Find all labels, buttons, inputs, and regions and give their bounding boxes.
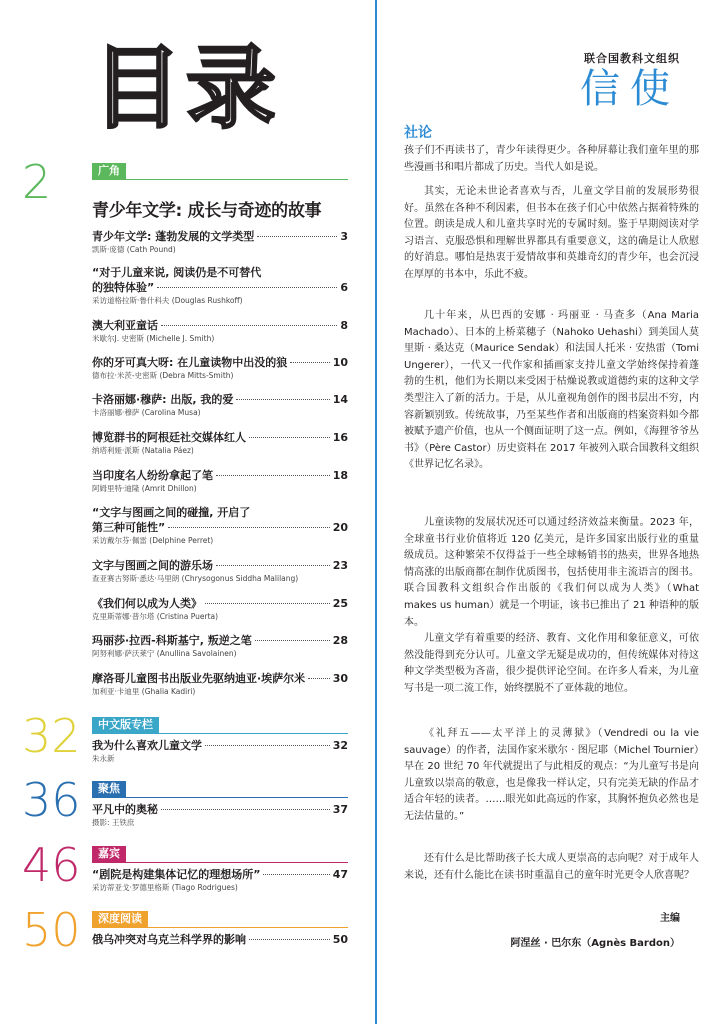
editorial-column: [377, 0, 724, 1024]
leader-dots: [263, 874, 329, 875]
entry-author: 纳塔利娅·派斯 (Natalia Páez): [92, 446, 194, 455]
section-divider: [92, 927, 348, 928]
section-divider: [92, 862, 348, 863]
entry-author: 加利亚·卡迪里 (Ghalia Kadiri): [92, 687, 196, 696]
toc-entry[interactable]: [92, 430, 348, 456]
entry-author: 查亚赛古努斯·悉达·马里朗 (Chrysogonus Siddha Malilang): [92, 574, 299, 583]
toc-entry[interactable]: [92, 392, 348, 418]
entry-author: 朱永新: [92, 754, 115, 763]
entry-author: 米歇尔J. 史密斯 (Michelle J. Smith): [92, 334, 215, 343]
entry-title-line1: “文字与图画之间的碰撞, 开启了: [92, 506, 251, 519]
toc-entry[interactable]: [92, 932, 348, 947]
toc-entry[interactable]: [92, 505, 348, 546]
entry-page: 37: [332, 803, 348, 816]
section-page-number: 46: [22, 838, 81, 892]
signature-name: 阿涅丝 · 巴尔东（Agnès Bardon）: [510, 938, 680, 949]
section-divider: [92, 797, 348, 798]
editorial-paragraph: 孩子们不再读书了，青少年读得更少。各种屏幕让我们童年里的那些漫画书和唱片都成了历史。当代人如是说。: [404, 145, 699, 173]
entry-author: 摄影: 王铁庶: [92, 818, 135, 827]
editorial-paragraph: 其实，无论未世论者喜欢与否，儿童文学目前的发展形势很好。虽然在各种不利因素，但书本在孩子们心中依然占据着特殊的位置。朗读是成人和儿童共享时光的专属时刻。鉴于早期阅读对学习语言、克服恐惧和理解世界都具有重要意义，这的确是让人欣慰的好消息。哪怕是热衷于爱情故事和英雄奇幻的青少年，也会沉浸在厚厚的书本中，乐此不疲。: [404, 186, 699, 280]
entry-title: 青少年文学: 蓬勃发展的文学类型: [92, 230, 255, 243]
entry-title: 俄乌冲突对乌克兰科学界的影响: [92, 933, 246, 946]
entry-author: 采访蒂亚戈·罗德里格斯 (Tiago Rodrigues): [92, 883, 238, 892]
entry-author: 德布拉·米茨-史密斯 (Debra Mitts-Smith): [92, 371, 234, 380]
leader-dots: [249, 939, 330, 940]
entry-title: 文字与图画之间的游乐场: [92, 559, 213, 572]
entry-title: 当印度名人纷纷拿起了笔: [92, 469, 213, 482]
entry-page: 10: [332, 356, 348, 369]
entry-author: 阿努利娜·萨沃莱宁 (Anullina Savolainen): [92, 649, 237, 658]
editorial-paragraph: 《礼拜五——太平洋上的灵薄狱》（Vendredi ou la vie sauvage）的作者，法国作家米歇尔 · 图尼耶（Michel Tournier）早在 20 世纪 70 年代就提出了与此相反的观点：“为儿童写书是向儿童致以崇高的敬意，也是像我一样认定，只有完美无缺的作品才适合年轻的读者。……眼光如此高远的作家，其胸怀抱负必然也是无法估量的。”: [404, 728, 699, 822]
section-page-number: 36: [22, 773, 81, 827]
leader-dots: [257, 236, 337, 237]
entry-title: 第三种可能性”: [92, 521, 166, 534]
entry-page: 32: [332, 739, 348, 752]
leader-dots: [205, 745, 330, 746]
entry-title: 《我们何以成为人类》: [92, 597, 202, 610]
toc-entry[interactable]: [92, 867, 348, 893]
entry-page: 16: [332, 431, 348, 444]
entry-author: 凯斯·庞德 (Cath Pound): [92, 245, 176, 254]
leader-dots: [205, 603, 330, 604]
editorial-paragraph: 儿童文学有着重要的经济、教育、文化作用和象征意义，可依然没能得到充分认可。儿童文学无疑是成功的，但传统媒体对待这种文学类型极为吝啬，很少提供评论空间。在许多人看来，为儿童写书是一项二流工作，始终摆脱不了亚体裁的地位。: [404, 633, 699, 694]
entry-page: 23: [332, 559, 348, 572]
entry-page: 25: [332, 597, 348, 610]
courier-title: 信使: [580, 66, 680, 112]
toc-entry[interactable]: [92, 738, 348, 764]
entry-title: 摩洛哥儿童图书出版业先驱纳迪亚·埃萨尔米: [92, 672, 306, 685]
signature-role: 主编: [660, 913, 680, 924]
leader-dots: [157, 287, 337, 288]
section-page-number: 2: [22, 155, 52, 209]
editorial-label: 社论: [404, 125, 432, 141]
entry-page: 50: [332, 933, 348, 946]
section-divider: [92, 179, 348, 180]
entry-title-line1: “对于儿童来说, 阅读仍是不可替代: [92, 266, 262, 279]
section-label: 聚焦: [92, 781, 126, 797]
section-label: 广角: [92, 163, 126, 179]
toc-title: 目录: [92, 36, 280, 141]
toc-entry[interactable]: [92, 355, 348, 381]
section-label: 嘉宾: [92, 846, 126, 862]
entry-page: 6: [340, 281, 348, 294]
entry-page: 28: [332, 634, 348, 647]
entry-page: 3: [340, 230, 348, 243]
section-divider: [92, 733, 348, 734]
section-label: 中文版专栏: [92, 717, 159, 733]
leader-dots: [236, 399, 329, 400]
toc-entry[interactable]: [92, 318, 348, 344]
section-label: 深度阅读: [92, 911, 148, 927]
org-name: 联合国教科文组织: [584, 52, 680, 65]
leader-dots: [168, 527, 329, 528]
entry-author: 卡洛丽娜·穆萨 (Carolina Musa): [92, 408, 201, 417]
leader-dots: [216, 475, 330, 476]
section-page-number: 32: [22, 709, 81, 763]
leader-dots: [255, 640, 330, 641]
entry-title: 我为什么喜欢儿童文学: [92, 739, 202, 752]
toc-entry[interactable]: [92, 229, 348, 255]
editorial-paragraph: 儿童读物的发展状况还可以通过经济效益来衡量。2023 年，全球童书行业价值将近 120 亿美元，是许多国家出版行业的重量级成员。这种繁荣不仅得益于一些全球畅销书的热卖，世界各地热情高涨的出版商都在制作优质图书，包括使用非主流语言的图书。联合国教科文组织合作出版的《我们何以成为人类》（What makes us human）就是一个明证，该书已推出了 21 种语种的版本。: [404, 517, 699, 628]
leader-dots: [216, 565, 330, 566]
toc-entry[interactable]: [92, 802, 348, 828]
entry-title: 的独特体验”: [92, 281, 155, 294]
entry-page: 14: [332, 393, 348, 406]
toc-entry[interactable]: [92, 468, 348, 494]
entry-author: 阿姆里特·迪隆 (Amrit Dhillon): [92, 484, 197, 493]
leader-dots: [161, 809, 330, 810]
entry-page: 8: [340, 319, 348, 332]
entry-title: 卡洛丽娜·穆萨: 出版, 我的爱: [92, 393, 234, 406]
lead-article-title: 青少年文学: 成长与奇迹的故事: [92, 201, 322, 221]
leader-dots: [161, 325, 337, 326]
entry-page: 30: [332, 672, 348, 685]
toc-entry[interactable]: [92, 596, 348, 622]
editorial-paragraph: 几十年来，从巴西的安娜 · 玛丽亚 · 马查多（Ana Maria Machado）、日本的上桥菜穗子（Nahoko Uehashi）到美国人莫里斯 · 桑达克（Maurice Sendak）和法国人托米 · 安热雷（Tomi Ungerer），一代又一代作家和插画家支持儿童文学始终保持着蓬勃的生机，他们为长期以来受困于枯燥说教或道德约束的这种文学类型注入了新的活力。于是，从儿童视角创作的图书层出不穷，内容新颖别致。传统故事，乃至某些作者和出版商的档案资料如今都被赋予遗产价值，也从一个侧面证明了这一点。例如，《海狸爷爷丛书》（Père Castor）历史资料在 2017 年被列入联合国教科文组织《世界记忆名录》。: [404, 310, 699, 471]
leader-dots: [249, 437, 330, 438]
entry-title: 澳大利亚童话: [92, 319, 158, 332]
entry-author: 克里斯蒂娜·普尔塔 (Cristina Puerta): [92, 612, 219, 621]
toc-entry[interactable]: [92, 558, 348, 584]
editorial-paragraph: 还有什么是比帮助孩子长大成人更崇高的志向呢？对于成年人来说，还有什么能比在读书时重温自己的童年时光更令人欣喜呢？: [404, 853, 699, 881]
entry-page: 18: [332, 469, 348, 482]
toc-entry[interactable]: [92, 671, 348, 697]
entry-title: 平凡中的奥秘: [92, 803, 158, 816]
entry-title: 博览群书的阿根廷社交媒体红人: [92, 431, 246, 444]
entry-title: “剧院是构建集体记忆的理想场所”: [92, 868, 261, 881]
entry-author: 采访道格拉斯·鲁什科夫 (Douglas Rushkoff): [92, 296, 243, 305]
entry-page: 20: [332, 521, 348, 534]
toc-entry[interactable]: [92, 633, 348, 659]
entry-author: 采访戴尔芬·佩雷 (Delphine Perret): [92, 536, 214, 545]
entry-page: 47: [332, 868, 348, 881]
leader-dots: [290, 362, 329, 363]
entry-title: 玛丽莎·拉西-科斯基宁, 叛逆之笔: [92, 634, 252, 647]
leader-dots: [308, 678, 330, 679]
toc-entry[interactable]: [92, 265, 348, 306]
entry-title: 你的牙可真大呀: 在儿童读物中出没的狼: [92, 356, 288, 369]
section-page-number: 50: [22, 903, 81, 957]
